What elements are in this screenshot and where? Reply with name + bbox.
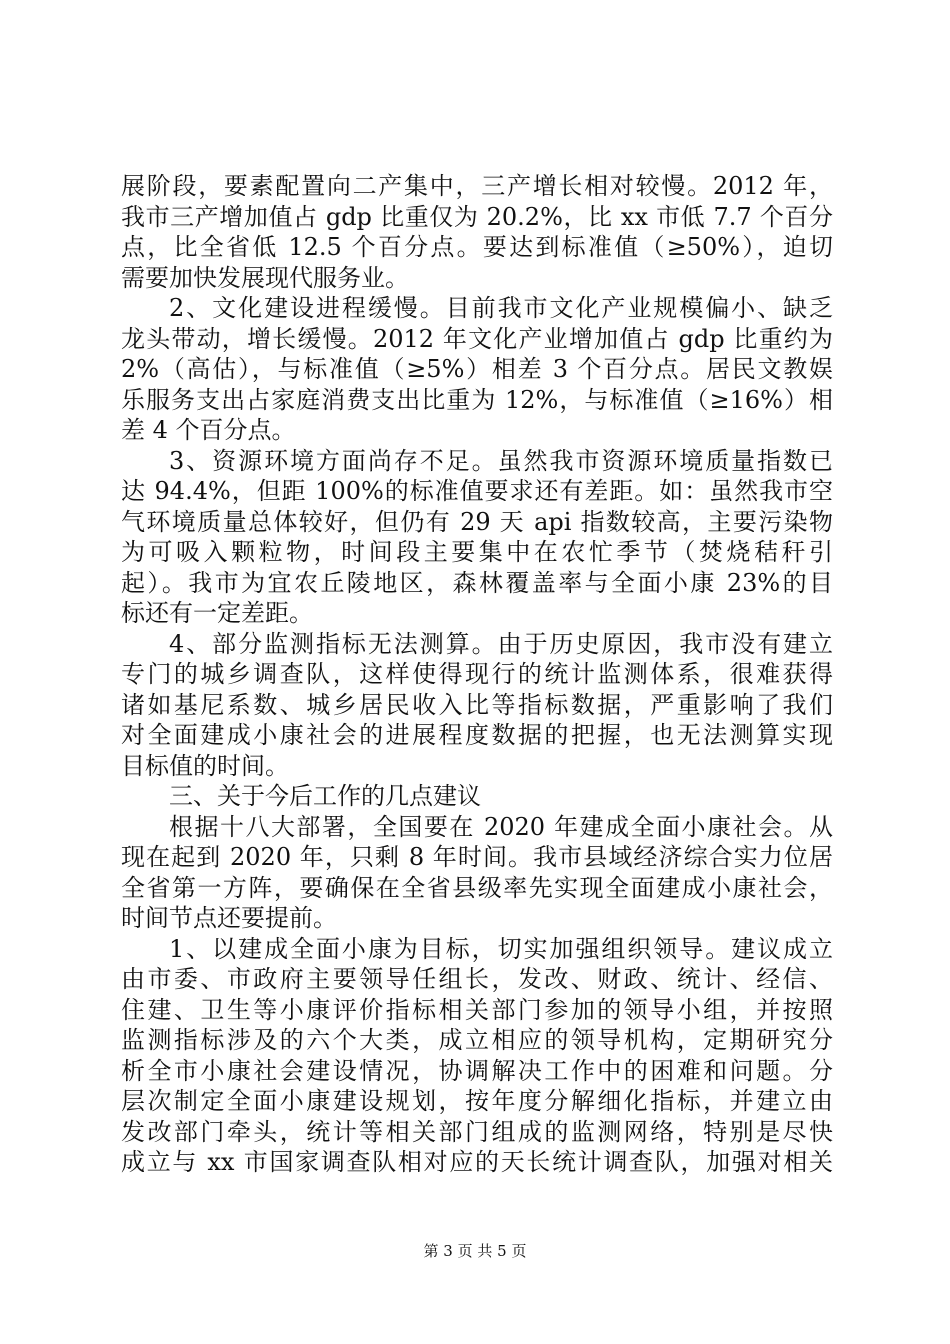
text-line: 差 4 个百分点。 bbox=[121, 416, 296, 444]
text-line: 为可吸入颗粒物，时间段主要集中在农忙季节（焚烧秸秆引 bbox=[121, 538, 833, 566]
text-line: 全省第一方阵，要确保在全省县级率先实现全面建成小康社会， bbox=[121, 873, 833, 902]
text-line: 3、资源环境方面尚存不足。虽然我市资源环境质量指数已 bbox=[169, 446, 833, 475]
text-line: 点，比全省低 12.5 个百分点。要达到标准值（≥50%），迫切 bbox=[121, 233, 833, 261]
text-line: 乐服务支出占家庭消费支出比重为 12%，与标准值（≥16%）相 bbox=[121, 385, 833, 414]
text-line: 析全市小康社会建设情况，协调解决工作中的困难和问题。分 bbox=[121, 1056, 833, 1085]
text-line: 层次制定全面小康建设规划，按年度分解细化指标，并建立由 bbox=[121, 1087, 833, 1115]
text-line: 4、部分监测指标无法测算。由于历史原因，我市没有建立 bbox=[169, 629, 833, 658]
text-line: 专门的城乡调查队，这样使得现行的统计监测体系，很难获得 bbox=[121, 660, 833, 688]
text-line: 目标值的时间。 bbox=[121, 751, 289, 780]
text-line: 达 94.4%，但距 100%的标准值要求还有差距。如：虽然我市空 bbox=[121, 477, 833, 505]
text-line: 发改部门牵头，统计等相关部门组成的监测网络，特别是尽快 bbox=[121, 1117, 833, 1146]
text-line: 三、关于今后工作的几点建议 bbox=[169, 782, 481, 810]
text-line: 标还有一定差距。 bbox=[121, 599, 313, 627]
text-line: 根据十八大部署，全国要在 2020 年建成全面小康社会。从 bbox=[169, 812, 833, 841]
text-line: 由市委、市政府主要领导任组长，发改、财政、统计、经信、 bbox=[121, 965, 833, 993]
text-line: 需要加快发展现代服务业。 bbox=[121, 263, 409, 292]
text-line: 1、以建成全面小康为目标，切实加强组织领导。建议成立 bbox=[169, 934, 833, 963]
text-line: 时间节点还要提前。 bbox=[121, 904, 337, 932]
text-line: 住建、卫生等小康评价指标相关部门参加的领导小组，并按照 bbox=[121, 995, 833, 1024]
text-line: 我市三产增加值占 gdp 比重仅为 20.2%，比 xx 市低 7.7 个百分 bbox=[121, 202, 833, 231]
text-line: 2、文化建设进程缓慢。目前我市文化产业规模偏小、缺乏 bbox=[169, 294, 833, 322]
text-line: 起）。我市为宜农丘陵地区，森林覆盖率与全面小康 23%的目 bbox=[121, 568, 833, 597]
text-line: 对全面建成小康社会的进展程度数据的把握，也无法测算实现 bbox=[121, 721, 833, 749]
document-body bbox=[121, 171, 833, 1178]
page-footer: 第 3 页 共 5 页 bbox=[423, 1242, 527, 1260]
text-line: 展阶段，要素配置向二产集中，三产增长相对较慢。2012 年， bbox=[121, 172, 833, 200]
text-line: 龙头带动，增长缓慢。2012 年文化产业增加值占 gdp 比重约为 bbox=[121, 324, 833, 353]
text-line: 气环境质量总体较好，但仍有 29 天 api 指数较高，主要污染物 bbox=[121, 507, 833, 536]
text-line: 诸如基尼系数、城乡居民收入比等指标数据，严重影响了我们 bbox=[121, 690, 833, 719]
text-line: 监测指标涉及的六个大类，成立相应的领导机构，定期研究分 bbox=[121, 1026, 833, 1054]
text-line: 2%（高估），与标准值（≥5%）相差 3 个百分点。居民文教娱 bbox=[121, 355, 833, 383]
text-line: 现在起到 2020 年，只剩 8 年时间。我市县域经济综合实力位居 bbox=[121, 843, 833, 871]
text-line: 成立与 xx 市国家调查队相对应的天长统计调查队，加强对相关 bbox=[121, 1148, 833, 1176]
